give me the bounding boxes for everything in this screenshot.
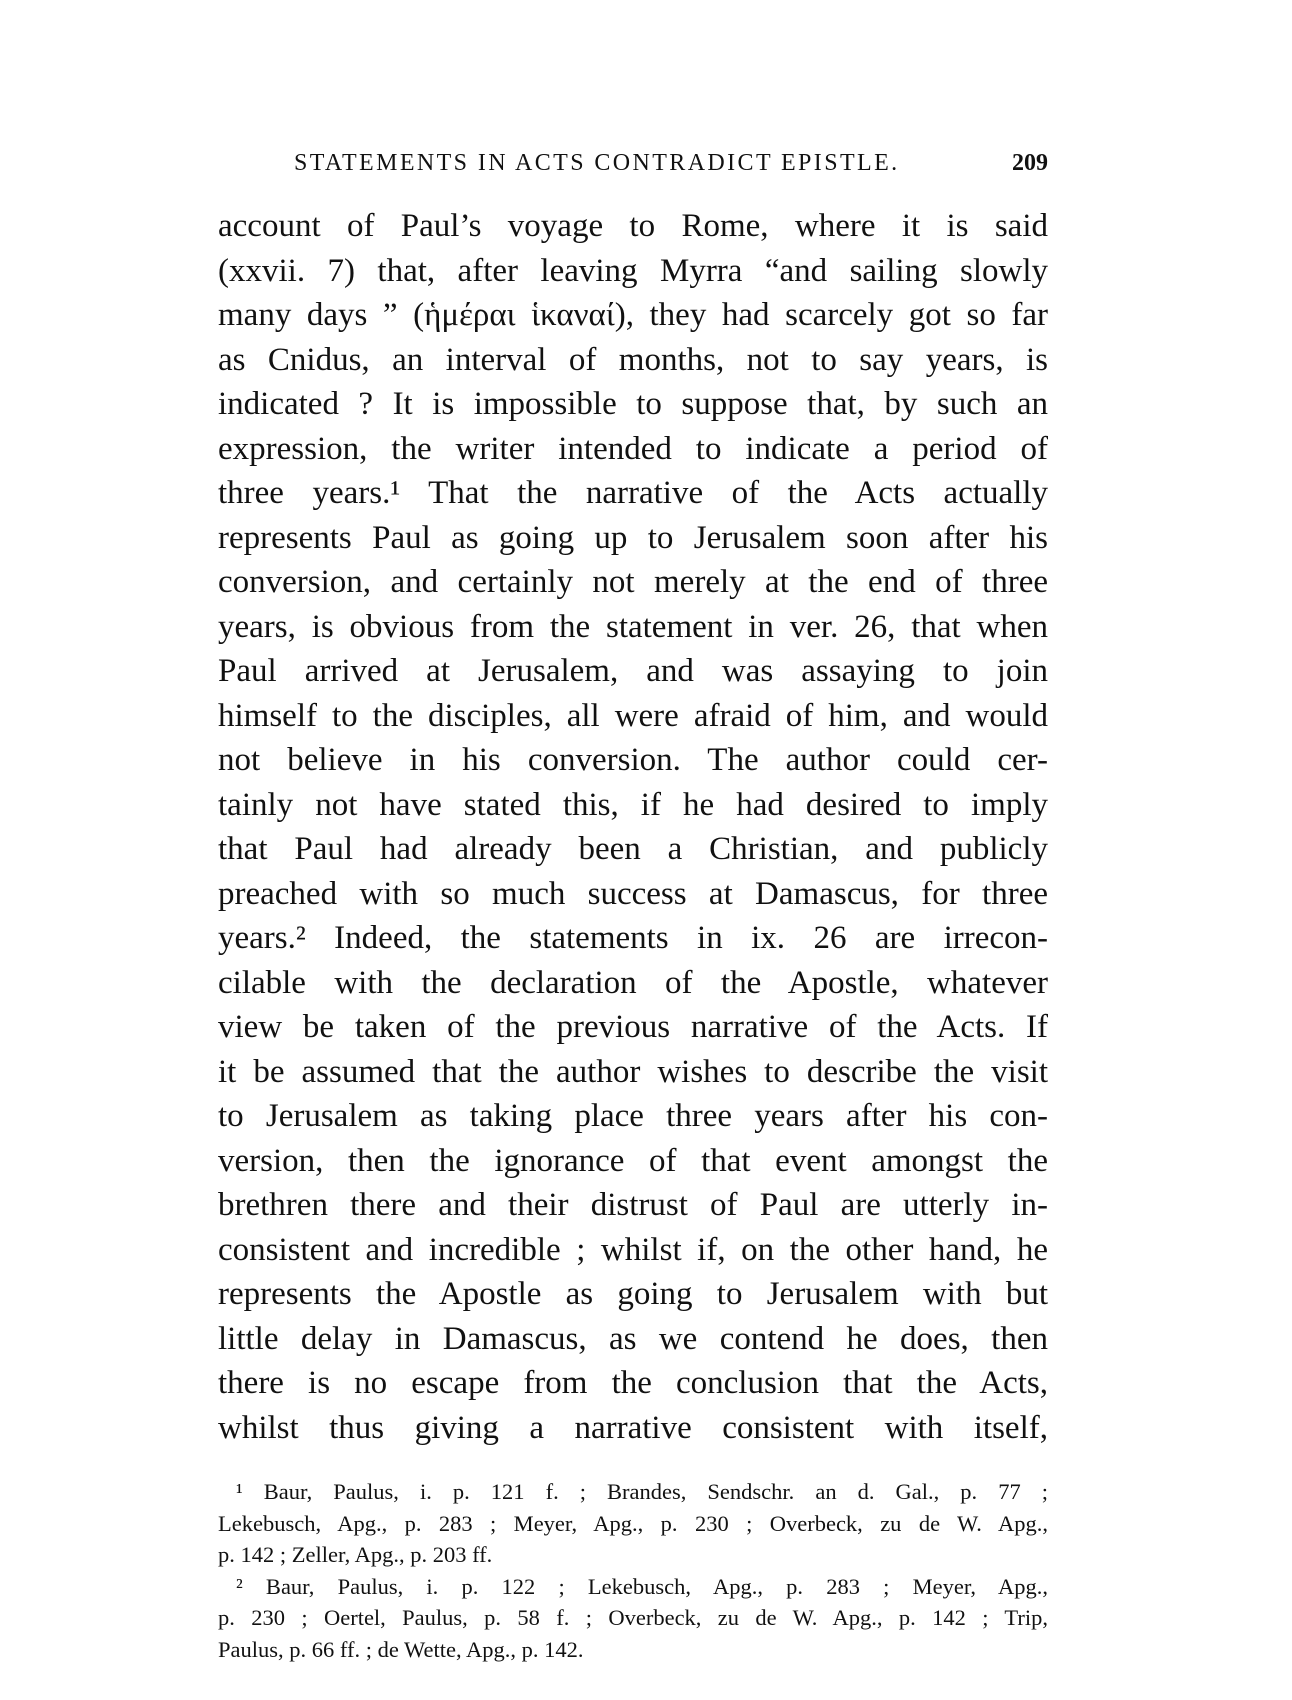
- body-line: there is no escape from the conclusion that the Acts,: [218, 1365, 1048, 1401]
- body-line: many days ” (ἡμέραι ἱκαναί), they had scarcely got so far: [218, 297, 1048, 333]
- footnote-line: ² Baur, Paulus, i. p. 122 ; Lekebusch, Apg., p. 283 ; Meyer, Apg.,: [236, 1573, 1048, 1599]
- body-line: years, is obvious from the statement in ver. 26, that when: [218, 608, 1048, 645]
- body-line: three years.¹ That the narrative of the Acts actually: [218, 475, 1048, 511]
- body-line: it be assumed that the author wishes to describe the visit: [218, 1053, 1048, 1090]
- body-text: [218, 204, 1048, 1450]
- body-line: conversion, and certainly not merely at the end of three: [218, 564, 1048, 600]
- body-line: to Jerusalem as taking place three years after his con-: [218, 1098, 1048, 1134]
- running-title: STATEMENTS IN ACTS CONTRADICT EPISTLE.: [294, 150, 900, 176]
- footnote-line: Lekebusch, Apg., p. 283 ; Meyer, Apg., p. 230 ; Overbeck, zu de W. Apg.,: [218, 1510, 1048, 1536]
- body-line: Paul arrived at Jerusalem, and was assaying to join: [218, 653, 1048, 689]
- body-line: version, then the ignorance of that event amongst the: [218, 1142, 1048, 1179]
- running-head: [294, 150, 1048, 190]
- body-line: consistent and incredible ; whilst if, on the other hand, he: [218, 1231, 1048, 1268]
- body-line: that Paul had already been a Christian, and publicly: [218, 831, 1048, 867]
- body-line: cilable with the declaration of the Apostle, whatever: [218, 964, 1048, 1001]
- body-line: represents the Apostle as going to Jerusalem with but: [218, 1276, 1048, 1312]
- body-line: account of Paul’s voyage to Rome, where it is said: [218, 208, 1048, 244]
- body-line: preached with so much success at Damascus, for three: [218, 875, 1048, 912]
- footnote-line: p. 142 ; Zeller, Apg., p. 203 ff.: [218, 1542, 493, 1567]
- body-line: represents Paul as going up to Jerusalem soon after his: [218, 519, 1048, 556]
- body-line: himself to the disciples, all were afraid of him, and would: [218, 697, 1048, 734]
- body-line: tainly not have stated this, if he had desired to imply: [218, 786, 1048, 823]
- book-page: [218, 150, 1048, 1665]
- body-line: brethren there and their distrust of Paul are utterly in-: [218, 1187, 1048, 1223]
- body-line: little delay in Damascus, as we contend he does, then: [218, 1320, 1048, 1357]
- body-line: expression, the writer intended to indicate a period of: [218, 430, 1048, 467]
- body-line: as Cnidus, an interval of months, not to say years, is: [218, 341, 1048, 378]
- body-line: indicated ? It is impossible to suppose that, by such an: [218, 386, 1048, 422]
- body-line: (xxvii. 7) that, after leaving Myrra “and sailing slowly: [218, 252, 1048, 289]
- footnote-line: p. 230 ; Oertel, Paulus, p. 58 f. ; Overbeck, zu de W. Apg., p. 142 ; Trip,: [218, 1605, 1048, 1630]
- body-line: whilst thus giving a narrative consistent with itself,: [218, 1409, 1048, 1446]
- page-number: 209: [1012, 150, 1048, 176]
- footnote-line: Paulus, p. 66 ff. ; de Wette, Apg., p. 142.: [218, 1636, 584, 1662]
- body-line: years.² Indeed, the statements in ix. 26 are irrecon-: [218, 920, 1048, 956]
- footnotes: [218, 1476, 1048, 1665]
- body-line: view be taken of the previous narrative of the Acts. If: [218, 1009, 1048, 1045]
- body-line: not believe in his conversion. The author could cer-: [218, 742, 1048, 778]
- footnote-line: ¹ Baur, Paulus, i. p. 121 f. ; Brandes, Sendschr. an d. Gal., p. 77 ;: [236, 1479, 1048, 1504]
